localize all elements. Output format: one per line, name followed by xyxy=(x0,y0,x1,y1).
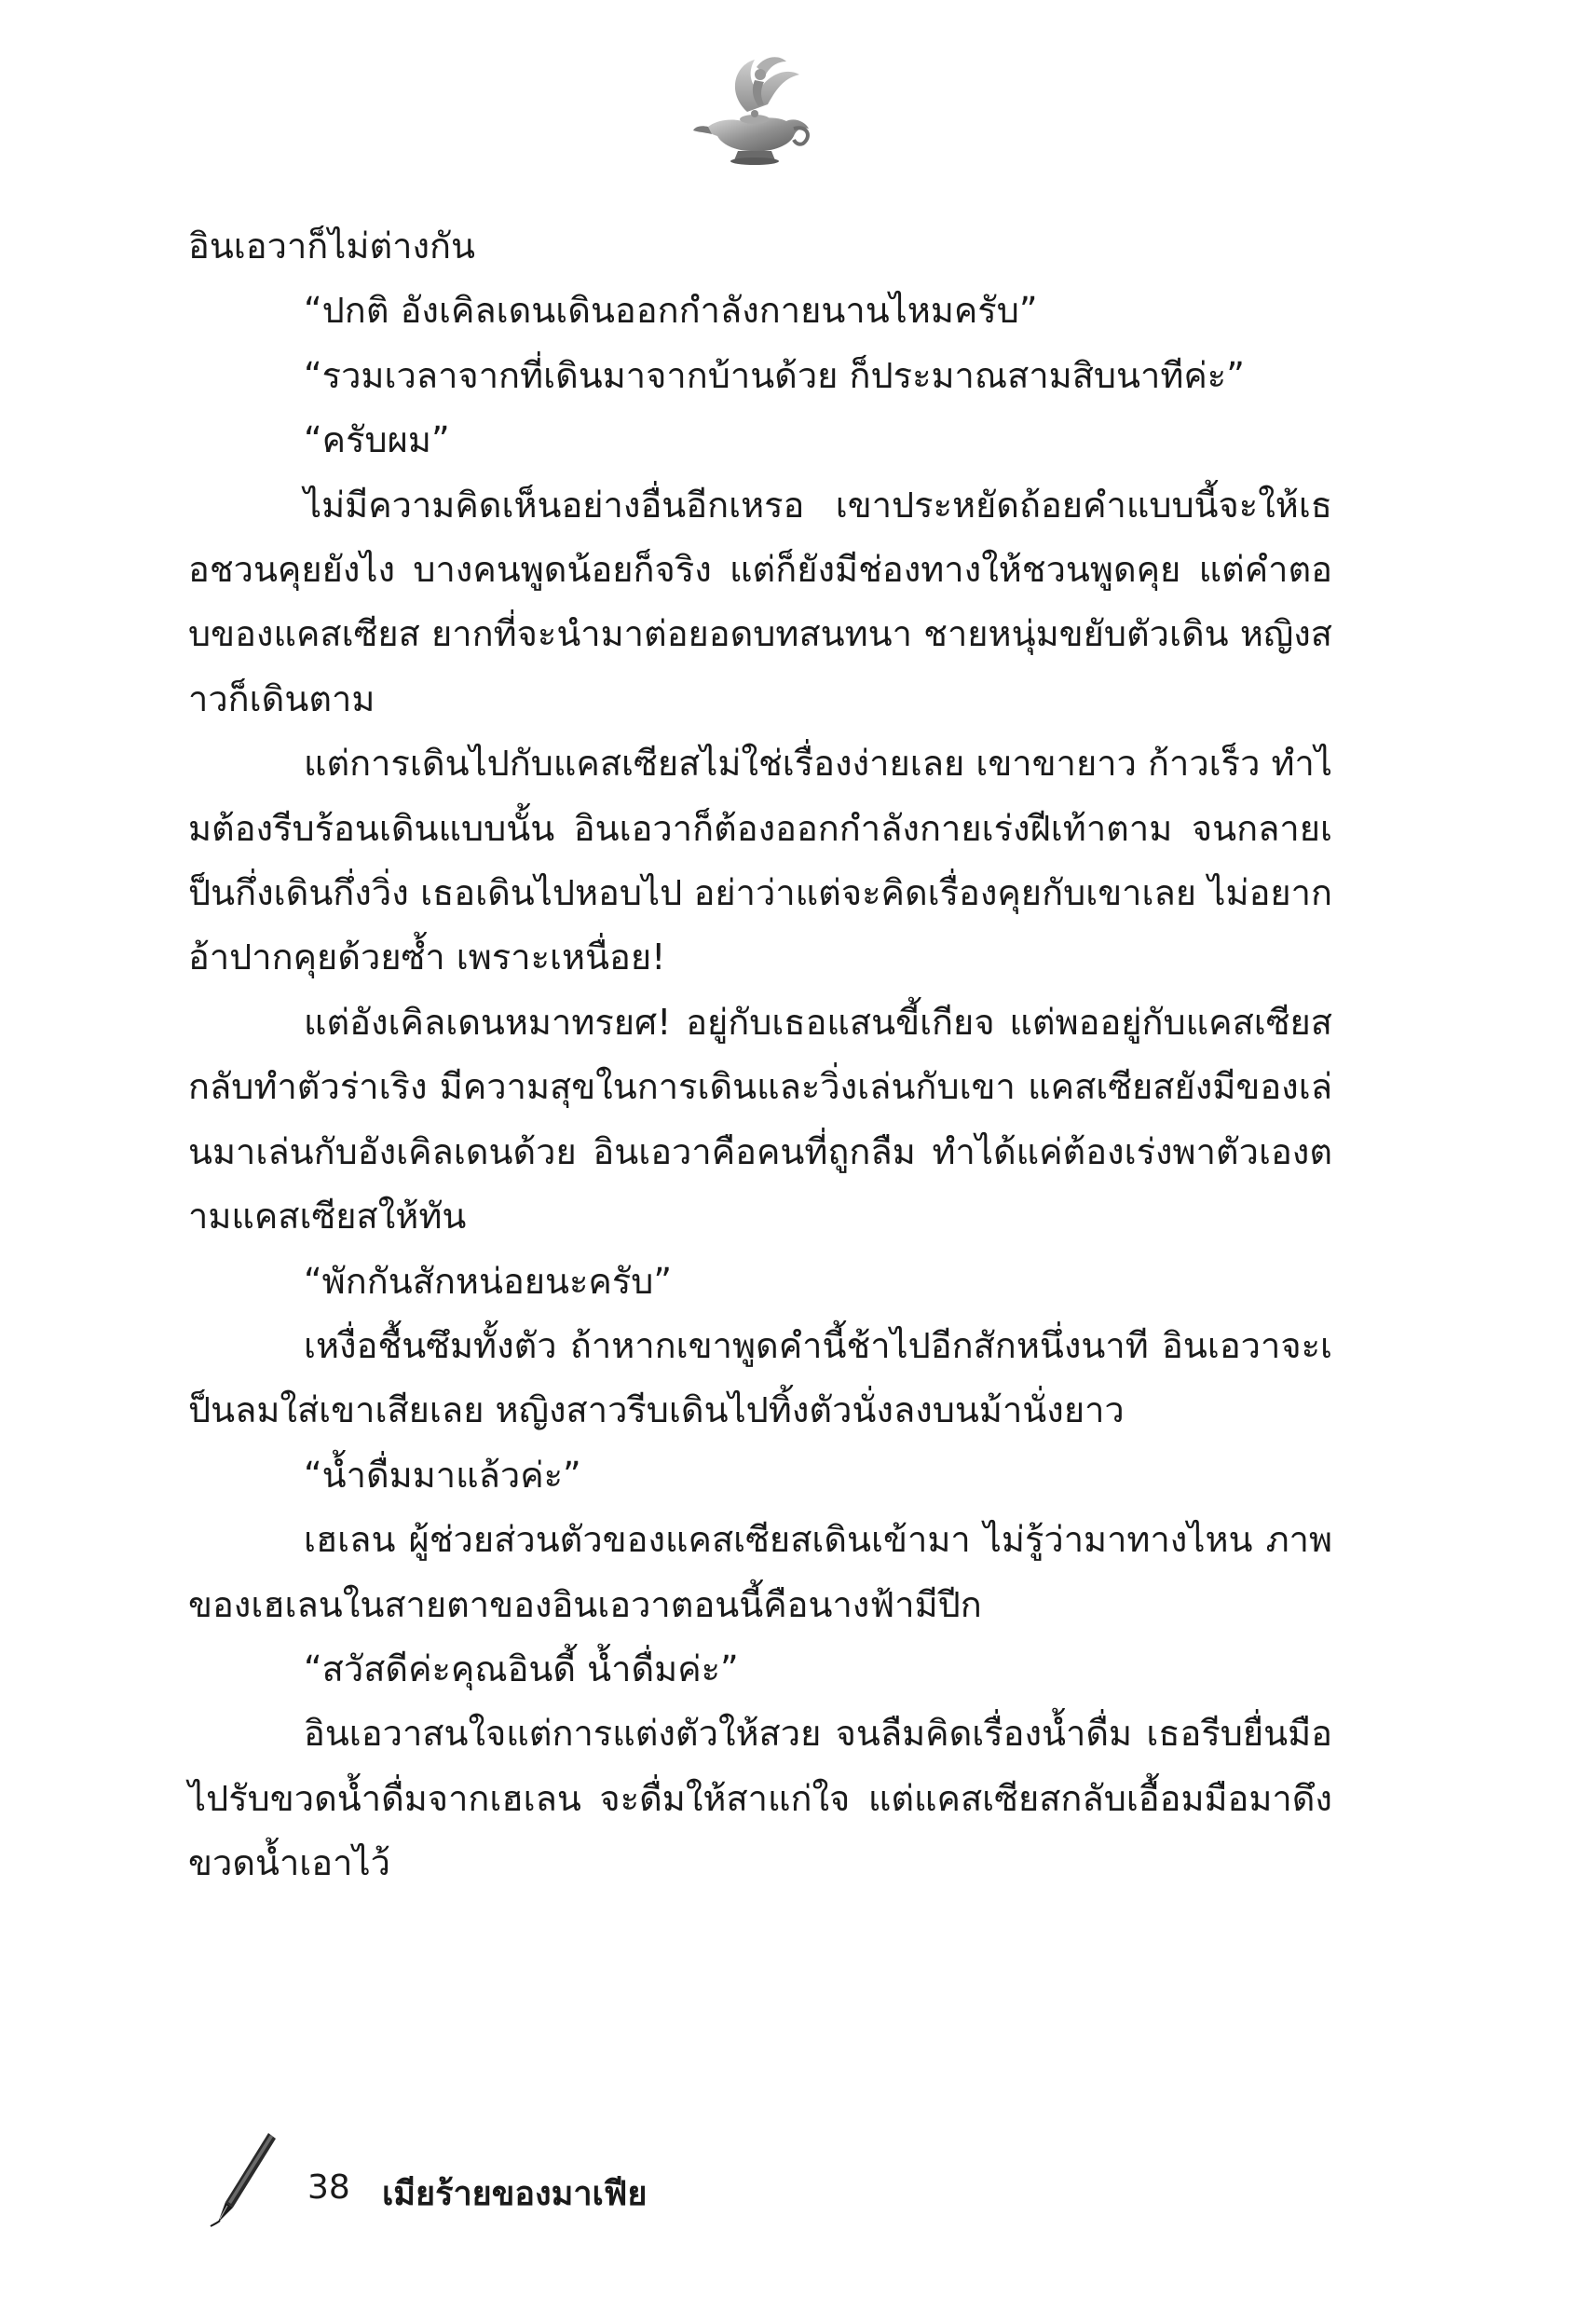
paragraph: อินเอวาสนใจแต่การแต่งตัวให้สวย จนลืมคิดเรื่องน้ำดื่ม เธอรีบยื่นมือไปรับขวดน้ำดื่มจากเฮเลน จะดื่มให้สาแก่ใจ แต่แคสเซียสกลับเอื้อมมือมาดึงขวดน้ำเอาไว้ xyxy=(188,1713,1332,1884)
fountain-pen-icon xyxy=(205,2129,280,2232)
paragraph: “พักกันสักหน่อยนะครับ” xyxy=(304,1260,673,1302)
page-number: 38 xyxy=(307,2168,350,2207)
paragraph: “รวมเวลาจากที่เดินมาจากบ้านด้วย ก็ประมาณสามสิบนาทีค่ะ” xyxy=(304,354,1245,396)
paragraph: “ปกติ อังเคิลเดนเดินออกกำลังกายนานไหมครับ” xyxy=(304,290,1038,332)
paragraph: แต่การเดินไปกับแคสเซียสไม่ใช่เรื่องง่ายเลย เขาขายาว ก้าวเร็ว ทำไมต้องรีบร้อนเดินแบบนั้น อินเอวาก็ต้องออกกำลังกายเร่งฝีเท้าตาม จนกลายเป็นกึ่งเดินกึ่งวิ่ง เธอเดินไปหอบไป อย่าว่าแต่จะคิดเรื่องคุยกับเขาเลย ไม่อยากอ้าปากคุยด้วยซ้ำ เพราะเหนื่อย! xyxy=(188,743,1332,978)
paragraph: เฮเลน ผู้ช่วยส่วนตัวของแคสเซียสเดินเข้ามา ไม่รู้ว่ามาทางไหน ภาพของเฮเลนในสายตาของอินเอวาตอนนี้คือนางฟ้ามีปีก xyxy=(188,1519,1332,1625)
paragraph: แต่อังเคิลเดนหมาทรยศ! อยู่กับเธอแสนขี้เกียจ แต่พออยู่กับแคสเซียส กลับทำตัวร่าเริง มีความสุขในการเดินและวิ่งเล่นกับเขา แคสเซียสยังมีของเล่นมาเล่นกับอังเคิลเดนด้วย อินเอวาคือคนที่ถูกลืม ทำได้แค่ต้องเร่งพาตัวเองตามแคสเซียสให้ทัน xyxy=(188,1001,1332,1238)
page-footer xyxy=(205,2129,857,2232)
book-title: เมียร้ายของมาเฟีย xyxy=(382,2175,648,2213)
paragraph: “ครับผม” xyxy=(304,419,450,461)
paragraph: “น้ำดื่มมาแล้วค่ะ” xyxy=(304,1454,581,1496)
chapter-body xyxy=(188,214,1332,1896)
paragraph: ไม่มีความคิดเห็นอย่างอื่นอีกเหรอ เขาประหยัดถ้อยคำแบบนี้จะให้เธอชวนคุยยังไง บางคนพูดน้อยก็จริง แต่ก็ยังมีช่องทางให้ชวนพูดคุย แต่คำตอบของแคสเซียส ยากที่จะนำมาต่อยอดบทสนทนา ชายหนุ่มขยับตัวเดิน หญิงสาวก็เดินตาม xyxy=(188,484,1332,719)
paragraph: เหงื่อชื้นซึมทั้งตัว ถ้าหากเขาพูดคำนี้ช้าไปอีกสักหนึ่งนาที อินเอวาจะเป็นลมใส่เขาเสียเลย หญิงสาวรีบเดินไปทิ้งตัวนั่งลงบนม้านั่งยาว xyxy=(188,1324,1332,1431)
genie-lamp-icon xyxy=(689,47,820,177)
paragraph: “สวัสดีค่ะคุณอินดี้ น้ำดื่มค่ะ” xyxy=(304,1648,739,1689)
paragraph: อินเอวาก็ไม่ต่างกัน xyxy=(188,226,476,267)
